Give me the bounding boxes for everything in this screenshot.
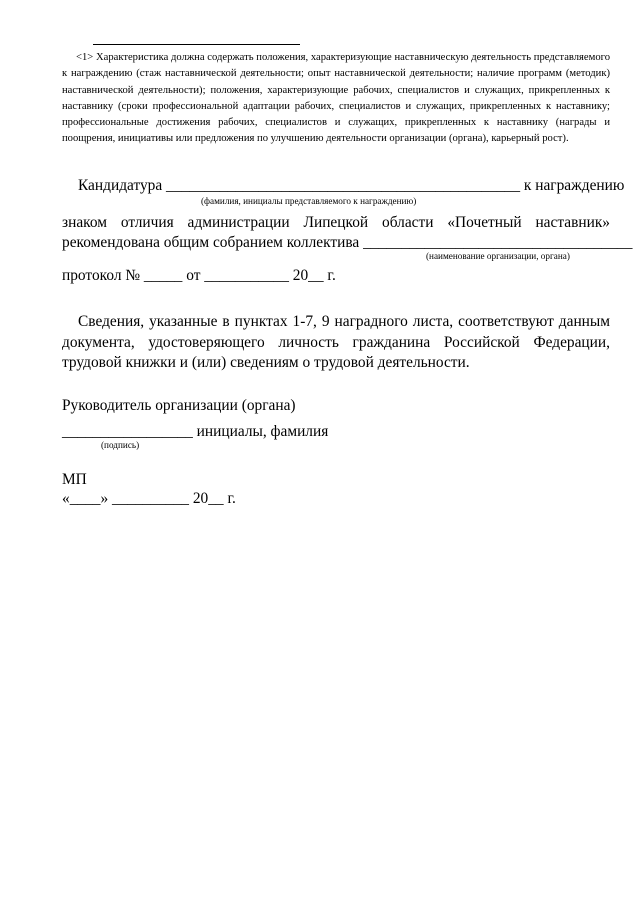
signature-line: _________________ инициалы, фамилия [62,423,329,440]
candidacy-line: Кандидатура ______________________________________________ к награждению [78,177,625,194]
stamp-label: МП [62,471,87,488]
candidacy-caption: (фамилия, инициалы представляемого к награждению) [201,196,417,206]
footnote-separator [93,44,300,45]
protocol-line: протокол № _____ от ___________ 20__ г. [62,267,336,284]
signature-caption: (подпись) [101,440,140,450]
award-line: знаком отличия администрации Липецкой области «Почетный наставник» [62,214,610,231]
verification-paragraph: Сведения, указанные в пунктах 1-7, 9 наградного листа, соответствуют данным документа, удостоверяющего личность гражданина Российской Федерации, трудовой книжки и (или) сведениям о трудовой деятельности. [62,313,610,371]
organization-caption: (наименование организации, органа) [426,251,570,261]
date-line: «____» __________ 20__ г. [62,490,236,507]
footnote-text: <1> Характеристика должна содержать положения, характеризующие наставническую деятельность представляемого к награждению (стаж наставнической деятельности; опыт наставнической деятельности; наличие программ (методик) наставнической деятельности); положения, характеризующие рабочих, специалистов и служащих, прикрепленных к наставнику (сроки профессиональной адаптации рабочих, специалистов и служащих, прикрепленных к наставнику; профессиональные достижения рабочих, специалистов и служащих, прикрепленных к наставнику (награды и поощрения, инициативы или предложения по улучшению деятельности организации (органа), карьерный рост). [62,52,610,145]
head-title: Руководитель организации (органа) [62,397,296,414]
recommended-line: рекомендована общим собранием коллектива ___________________________________ [62,234,633,251]
